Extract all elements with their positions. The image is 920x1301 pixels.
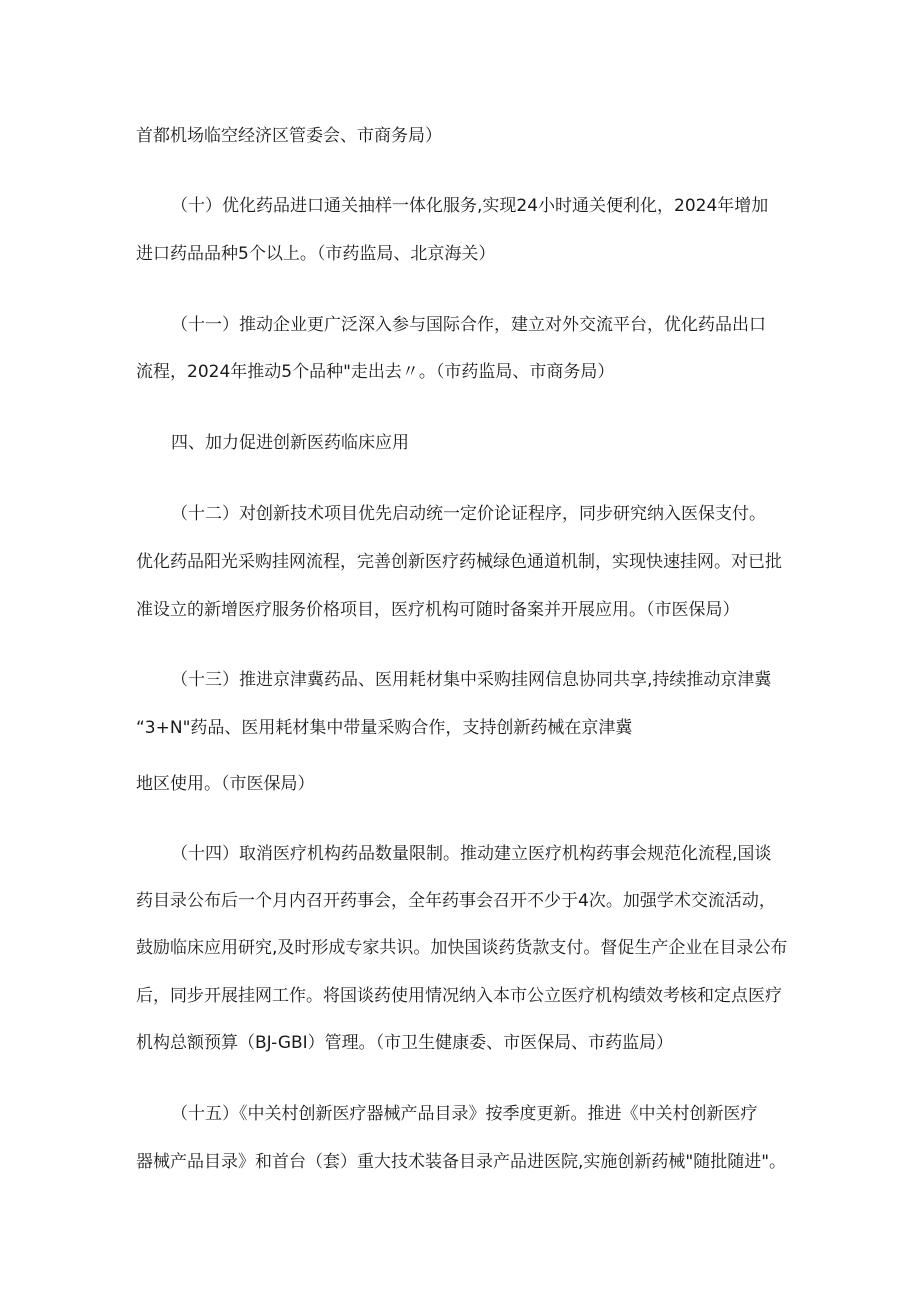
paragraph-14-line-1: （十四）取消医疗机构药品数量限制。推动建立医疗机构药事会规范化流程,国谈 [171, 844, 772, 864]
section-heading: 四、加力促进创新医药临床应用 [171, 433, 409, 453]
paragraph-12-line-3: 准设立的新增医疗服务价格项目，医疗机构可随时备案并开展应用。（市医保局） [136, 600, 740, 620]
paragraph-13-line-2: “3+N"药品、医用耗材集中带量采购合作，支持创新药械在京津冀 [136, 718, 633, 738]
paragraph-10-line-1: （十）优化药品进口通关抽样一体化服务,实现24小时通关便利化，2024年增加 [171, 196, 769, 216]
paragraph-10-line-2: 进口药品品种5个以上。（市药监局、北京海关） [136, 244, 496, 264]
paragraph-12-line-1: （十二）对创新技术项目优先启动统一定价论证程序，同步研究纳入医保支付。 [171, 504, 766, 524]
paragraph-11-line-1: （十一）推动企业更广泛深入参与国际合作，建立对外交流平台，优化药品出口 [171, 315, 766, 335]
paragraph-13-line-1: （十三）推进京津冀药品、医用耗材集中采购挂网信息协同共享,持续推动京津冀 [171, 670, 772, 690]
paragraph-13-line-3: 地区使用。（市医保局） [136, 774, 315, 794]
paragraph-14-line-2: 药目录公布后一个月内召开药事会，全年药事会召开不少于4次。加强学术交流活动， [136, 891, 776, 911]
paragraph-15-line-2: 器械产品目录》和首台（套）重大技术装备目录产品进医院,实施创新药械"随批随进"。 [136, 1152, 787, 1172]
text-line: 首都机场临空经济区管委会、市商务局） [136, 126, 442, 146]
paragraph-14-line-4: 后，同步开展挂网工作。将国谈药使用情况纳入本市公立医疗机构绩效考核和定点医疗 [136, 986, 782, 1006]
paragraph-12-line-2: 优化药品阳光采购挂网流程，完善创新医疗药械绿色通道机制，实现快速挂网。对已批 [136, 552, 782, 572]
paragraph-11-line-2: 流程，2024年推动5个品种"走出去〃。（市药监局、市商务局） [136, 362, 615, 382]
paragraph-14-line-5: 机构总额预算（BJ-GBI）管理。（市卫生健康委、市医保局、市药监局） [136, 1033, 674, 1053]
paragraph-15-line-1: （十五）《中关村创新医疗器械产品目录》按季度更新。推进《中关村创新医疗 [171, 1104, 758, 1124]
paragraph-14-line-3: 鼓励临床应用研究,及时形成专家共识。加快国谈药货款支付。督促生产企业在目录公布 [136, 938, 788, 958]
